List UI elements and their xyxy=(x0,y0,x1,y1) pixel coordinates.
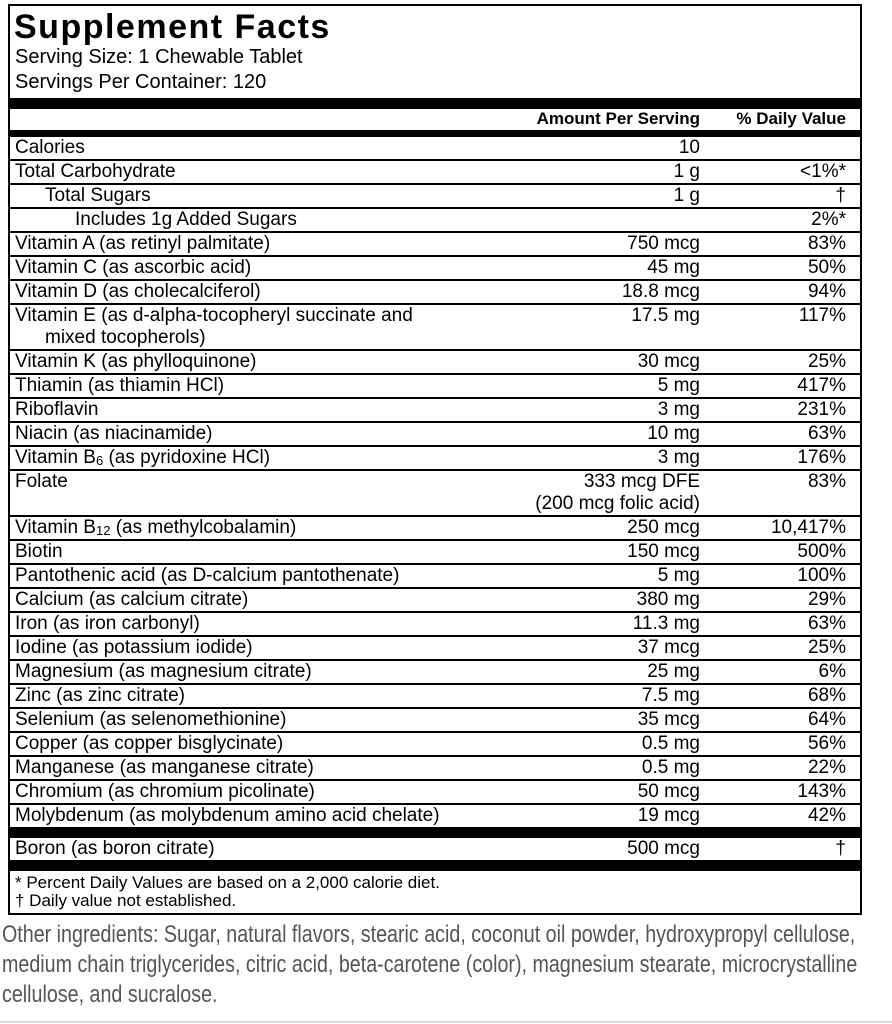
nutrient-name xyxy=(15,423,520,445)
nutrient-name-text: Vitamin B xyxy=(15,517,96,538)
nutrient-row xyxy=(10,351,860,375)
nutrient-name-text: Copper (as copper bisglycinate) xyxy=(15,733,284,754)
nutrient-row xyxy=(10,781,860,805)
nutrient-daily-value: 143% xyxy=(797,781,846,802)
nutrient-name xyxy=(15,375,520,397)
top-bar xyxy=(10,98,860,109)
nutrient-row xyxy=(10,565,860,589)
pre-boron-bar xyxy=(10,827,860,838)
nutrient-name xyxy=(15,137,520,159)
nutrient-row xyxy=(10,257,860,281)
nutrient-daily-value: 10,417% xyxy=(770,517,846,538)
nutrient-row xyxy=(10,838,860,860)
nutrient-row xyxy=(10,733,860,757)
nutrient-name-text: Molybdenum (as molybdenum amino acid chelate) xyxy=(15,805,440,826)
label-title: Supplement Facts xyxy=(14,8,331,46)
nutrient-name-text: Vitamin A (as retinyl palmitate) xyxy=(15,233,271,254)
nutrient-name xyxy=(15,733,520,755)
nutrient-daily-value: † xyxy=(835,838,846,859)
header-divider-bar xyxy=(10,130,860,137)
nutrient-name xyxy=(15,161,520,183)
nutrient-name xyxy=(15,281,520,303)
nutrient-name-suffix: (as pyridoxine HCl) xyxy=(103,447,271,468)
nutrient-name xyxy=(15,305,520,349)
nutrient-amount-line1: 35 mcg xyxy=(637,709,700,730)
nutrient-row xyxy=(10,447,860,471)
nutrient-daily-value: 22% xyxy=(807,757,846,778)
nutrient-name-text: Thiamin (as thiamin HCl) xyxy=(15,375,225,396)
nutrient-name-text: Vitamin E (as d-alpha-tocopheryl succinate and xyxy=(15,305,413,326)
nutrient-row xyxy=(10,281,860,305)
nutrient-amount xyxy=(520,709,700,731)
bottom-divider xyxy=(0,1021,892,1023)
nutrient-amount xyxy=(520,447,700,469)
nutrient-name-text: Calcium (as calcium citrate) xyxy=(15,589,249,610)
nutrient-name-subscript: 6 xyxy=(95,453,104,468)
nutrient-row xyxy=(10,805,860,827)
nutrient-name xyxy=(15,233,520,255)
nutrient-name xyxy=(15,257,520,279)
nutrient-amount-line1: 0.5 mg xyxy=(641,757,700,778)
nutrient-amount-line1: 7.5 mg xyxy=(641,685,700,706)
nutrient-daily-value: 2%* xyxy=(811,209,846,230)
nutrient-daily-value: 117% xyxy=(798,305,846,326)
nutrient-name-text: Vitamin C (as ascorbic acid) xyxy=(15,257,252,278)
nutrient-name-subscript: 12 xyxy=(95,523,111,538)
nutrient-name-text: Magnesium (as magnesium citrate) xyxy=(15,661,312,682)
nutrient-name xyxy=(15,209,520,231)
nutrient-amount-line1: 250 mcg xyxy=(627,517,700,538)
nutrient-name-line2: mixed tocopherols) xyxy=(45,327,206,348)
nutrient-amount xyxy=(520,589,700,611)
nutrient-name-text: Riboflavin xyxy=(15,399,99,420)
nutrient-amount xyxy=(520,423,700,445)
nutrient-row xyxy=(10,209,860,233)
nutrient-amount-line1: 1 g xyxy=(673,161,700,182)
nutrient-daily-value: 83% xyxy=(807,471,846,492)
nutrient-amount xyxy=(520,838,700,860)
nutrient-row xyxy=(10,305,860,351)
nutrient-row xyxy=(10,399,860,423)
nutrient-row xyxy=(10,637,860,661)
nutrient-row xyxy=(10,589,860,613)
nutrient-amount-line1: 500 mcg xyxy=(627,838,700,859)
nutrient-name-text: Selenium (as selenomethionine) xyxy=(15,709,287,730)
nutrient-name xyxy=(15,661,520,683)
nutrient-name-text: Vitamin B xyxy=(15,447,96,468)
nutrient-amount-line1: 37 mcg xyxy=(637,637,700,658)
nutrient-daily-value: 56% xyxy=(807,733,846,754)
nutrient-name-text: Zinc (as zinc citrate) xyxy=(15,685,185,706)
nutrient-amount xyxy=(520,233,700,255)
nutrient-daily-value: <1%* xyxy=(800,161,846,182)
nutrient-amount-line1: 3 mg xyxy=(657,399,700,420)
nutrient-daily-value: 94% xyxy=(807,281,846,302)
nutrient-daily-value: 25% xyxy=(807,637,846,658)
servings-per-container: Servings Per Container: 120 xyxy=(15,71,267,93)
nutrient-name xyxy=(15,351,520,373)
nutrient-amount-line1: 30 mcg xyxy=(637,351,700,372)
nutrient-row xyxy=(10,375,860,399)
nutrient-amount-line1: 11.3 mg xyxy=(632,613,700,634)
nutrient-name-text: Total Carbohydrate xyxy=(15,161,176,182)
nutrient-row xyxy=(10,685,860,709)
nutrient-amount-line1: 3 mg xyxy=(657,447,700,468)
nutrient-daily-value: 42% xyxy=(807,805,846,826)
nutrient-name xyxy=(15,471,520,493)
footnote-daily-values: * Percent Daily Values are based on a 2,000 calorie diet. xyxy=(15,873,440,892)
footnote-not-established: † Daily value not established. xyxy=(15,891,237,910)
nutrient-amount xyxy=(520,161,700,183)
serving-size: Serving Size: 1 Chewable Tablet xyxy=(15,46,303,68)
nutrient-amount xyxy=(520,613,700,635)
nutrient-amount xyxy=(520,805,700,827)
nutrient-name-text: Calories xyxy=(15,137,85,158)
extra-nutrient-rows xyxy=(10,838,860,860)
nutrient-amount xyxy=(520,565,700,587)
nutrient-name xyxy=(15,565,520,587)
nutrient-amount xyxy=(520,541,700,563)
nutrient-row xyxy=(10,613,860,637)
nutrient-amount xyxy=(520,399,700,421)
nutrient-amount-line1: 50 mcg xyxy=(637,781,700,802)
supplement-facts-label xyxy=(8,4,862,915)
nutrient-daily-value: 500% xyxy=(797,541,846,562)
nutrient-amount xyxy=(520,137,700,159)
nutrient-amount xyxy=(520,375,700,397)
nutrient-amount xyxy=(520,661,700,683)
nutrient-row xyxy=(10,161,860,185)
nutrient-name-text: Iodine (as potassium iodide) xyxy=(15,637,253,658)
nutrient-row xyxy=(10,757,860,781)
nutrient-row xyxy=(10,517,860,541)
nutrient-name xyxy=(15,613,520,635)
nutrient-name-text: Chromium (as chromium picolinate) xyxy=(15,781,315,802)
nutrient-daily-value: 100% xyxy=(797,565,846,586)
nutrient-amount-line1: 17.5 mg xyxy=(631,305,700,326)
nutrient-amount-line1: 5 mg xyxy=(657,375,700,396)
nutrient-daily-value: 63% xyxy=(807,613,846,634)
nutrient-name xyxy=(15,447,520,469)
nutrient-amount-line1: 0.5 mg xyxy=(641,733,700,754)
nutrient-daily-value: 6% xyxy=(818,661,846,682)
nutrient-amount xyxy=(520,517,700,539)
nutrient-name xyxy=(15,685,520,707)
nutrient-amount xyxy=(520,685,700,707)
nutrient-amount-line1: 380 mg xyxy=(636,589,700,610)
daily-value-header: % Daily Value xyxy=(736,109,846,128)
nutrient-name-text: Boron (as boron citrate) xyxy=(15,838,215,859)
nutrient-name xyxy=(15,757,520,779)
nutrient-name-text: Folate xyxy=(15,471,68,492)
nutrient-rows xyxy=(10,137,860,827)
nutrient-row xyxy=(10,661,860,685)
amount-per-serving-header: Amount Per Serving xyxy=(536,109,700,128)
nutrient-amount xyxy=(520,733,700,755)
nutrient-name xyxy=(15,541,520,563)
nutrient-name xyxy=(15,185,520,207)
nutrient-daily-value: 50% xyxy=(807,257,846,278)
nutrient-name-text: Total Sugars xyxy=(45,185,151,206)
nutrient-daily-value: 63% xyxy=(807,423,846,444)
nutrient-name-text: Vitamin K (as phylloquinone) xyxy=(15,351,257,372)
nutrient-amount xyxy=(520,281,700,303)
nutrient-amount-line1: 18.8 mcg xyxy=(621,281,700,302)
nutrient-name xyxy=(15,805,520,827)
nutrient-name-text: Iron (as iron carbonyl) xyxy=(15,613,200,634)
nutrient-amount-line1: 10 xyxy=(678,137,700,158)
nutrient-amount xyxy=(520,351,700,373)
nutrient-name-text: Manganese (as manganese citrate) xyxy=(15,757,314,778)
nutrient-row xyxy=(10,423,860,447)
nutrient-amount xyxy=(520,757,700,779)
nutrient-amount-line1: 45 mg xyxy=(647,257,700,278)
column-header-row xyxy=(10,109,860,130)
nutrient-row xyxy=(10,541,860,565)
nutrient-amount-line1: 25 mg xyxy=(647,661,700,682)
nutrient-daily-value: 64% xyxy=(807,709,846,730)
nutrient-row xyxy=(10,185,860,209)
nutrient-amount-line2: (200 mcg folic acid) xyxy=(535,493,700,514)
nutrient-amount-line1: 19 mcg xyxy=(637,805,700,826)
nutrient-daily-value: 68% xyxy=(807,685,846,706)
nutrient-daily-value: 231% xyxy=(797,399,846,420)
nutrient-daily-value: 29% xyxy=(807,589,846,610)
nutrient-daily-value: † xyxy=(835,185,846,206)
nutrient-name xyxy=(15,517,520,539)
other-ingredients: Other ingredients: Sugar, natural flavors, stearic acid, coconut oil powder, hydroxypropyl cellulose, medium chain triglycerides, citric acid, beta-carotene (color), magnesium stearate, microcrystalline cellulose, and sucralose. xyxy=(2,921,858,1008)
nutrient-name xyxy=(15,589,520,611)
post-boron-bar xyxy=(10,860,860,871)
nutrient-name-text: Pantothenic acid (as D-calcium pantothenate) xyxy=(15,565,400,586)
nutrient-daily-value: 417% xyxy=(797,375,846,396)
nutrient-daily-value: 83% xyxy=(807,233,846,254)
nutrient-amount-line1: 150 mcg xyxy=(627,541,700,562)
nutrient-amount xyxy=(520,781,700,803)
nutrient-amount-line1: 333 mcg DFE xyxy=(583,471,700,492)
nutrient-name-text: Niacin (as niacinamide) xyxy=(15,423,213,444)
nutrient-name-text: Includes 1g Added Sugars xyxy=(75,209,297,230)
nutrient-name-suffix: (as methylcobalamin) xyxy=(110,517,297,538)
nutrient-amount xyxy=(520,257,700,279)
nutrient-amount-line1: 750 mcg xyxy=(627,233,700,254)
nutrient-amount xyxy=(520,471,700,515)
nutrient-daily-value: 176% xyxy=(797,447,846,468)
nutrient-amount-line1: 5 mg xyxy=(657,565,700,586)
nutrient-amount xyxy=(520,637,700,659)
nutrient-row xyxy=(10,709,860,733)
nutrient-amount xyxy=(520,305,700,327)
nutrient-name xyxy=(15,781,520,803)
nutrient-name-text: Vitamin D (as cholecalciferol) xyxy=(15,281,261,302)
nutrient-daily-value: 25% xyxy=(807,351,846,372)
footnotes xyxy=(10,871,860,913)
nutrient-row xyxy=(10,137,860,161)
nutrient-name-text: Biotin xyxy=(15,541,63,562)
nutrient-name xyxy=(15,399,520,421)
nutrient-name xyxy=(15,709,520,731)
nutrient-row xyxy=(10,233,860,257)
nutrient-amount-line1: 1 g xyxy=(673,185,700,206)
nutrient-name xyxy=(15,838,520,860)
nutrient-amount-line1: 10 mg xyxy=(647,423,700,444)
nutrient-row xyxy=(10,471,860,517)
nutrient-name xyxy=(15,637,520,659)
nutrient-amount xyxy=(520,185,700,207)
